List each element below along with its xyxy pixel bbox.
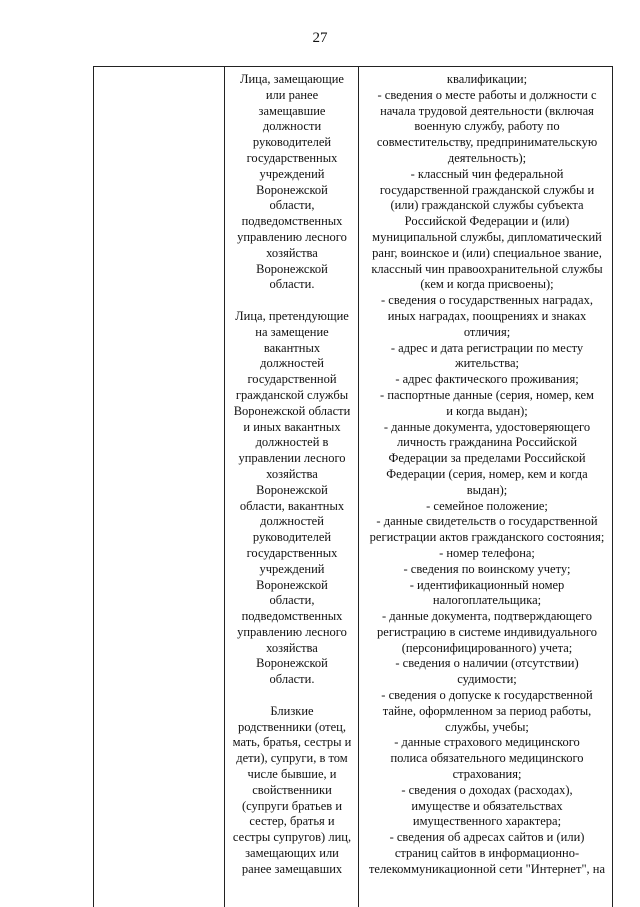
subject-line: должностей в [255, 435, 329, 450]
page-number: 27 [312, 30, 328, 46]
data-line: страниц сайтов в информационно- [394, 846, 580, 861]
data-line: страхования; [452, 767, 522, 782]
data-line: - данные свидетельств о государственной [376, 514, 598, 529]
subject-line: замещающих или [245, 846, 339, 861]
subject-line: государственных [246, 545, 338, 560]
subject-line: учреждений [259, 166, 325, 181]
subject-line: должностей [260, 356, 324, 371]
subject-line: или ранее [265, 87, 319, 102]
subject-line: вакантных [263, 340, 321, 355]
data-line: - адрес фактического проживания; [395, 372, 579, 387]
data-line: регистрацию в системе индивидуального [377, 624, 597, 639]
data-line: - номер телефона; [439, 545, 535, 560]
subject-line: на замещение [255, 324, 329, 339]
subject-line: подведомственных [241, 609, 343, 624]
subject-line: области. [269, 277, 315, 292]
data-line: начала трудовой деятельности (включая [380, 103, 594, 118]
subject-line: хозяйства [266, 466, 318, 481]
data-line: - идентификационный номер [409, 577, 565, 592]
subject-line: числе бывшие, и [247, 767, 337, 782]
subject-line: Воронежской [256, 182, 328, 197]
data-line: иных наградах, поощрениях и знаках [387, 308, 587, 323]
data-line: - паспортные данные (серия, номер, кем [380, 387, 594, 402]
subject-line: Воронежской [256, 261, 328, 276]
data-line: - сведения об адресах сайтов и (или) [389, 830, 585, 845]
data-line: судимости; [457, 672, 517, 687]
subject-line: управлении лесного [238, 451, 346, 466]
data-line: - сведения о допуске к государственной [381, 688, 593, 703]
subject-line [229, 688, 355, 704]
column-divider-2 [358, 67, 359, 907]
data-line: государственной гражданской службы и [379, 182, 595, 197]
data-line: деятельность); [447, 150, 527, 165]
data-line: Федерации за пределами Российской [388, 451, 586, 466]
data-line: выдан); [466, 482, 508, 497]
data-line: - адрес и дата регистрации по месту [390, 340, 584, 355]
subject-line: области, [269, 198, 315, 213]
data-table [93, 66, 613, 907]
subject-line: (супруги братьев и [241, 798, 343, 813]
subjects-column [229, 72, 355, 878]
subject-line: ранее замещавших [241, 861, 343, 876]
subject-line: сестер, братья и [249, 814, 335, 829]
subject-line: подведомственных [241, 214, 343, 229]
subject-line [229, 293, 355, 309]
subject-line: управлению лесного [237, 624, 347, 639]
data-line: совместительству, предпринимательскую [376, 135, 598, 150]
subject-line: руководителей [252, 135, 332, 150]
subject-line: области, вакантных [239, 498, 345, 513]
data-line: - данные документа, удостоверяющего [383, 419, 591, 434]
data-line: отличия; [463, 324, 511, 339]
data-line: Российской Федерации и (или) [404, 214, 570, 229]
subject-line: замещавшие [258, 103, 326, 118]
data-line: полиса обязательного медицинского [390, 751, 584, 766]
data-line: и когда выдан); [446, 403, 528, 418]
subject-line: государственных [246, 150, 338, 165]
data-line: ранг, воинское и (или) специальное звание, [372, 245, 602, 260]
data-line: жительства; [454, 356, 520, 371]
subject-line: хозяйства [266, 640, 318, 655]
data-line: муниципальной службы, дипломатический [372, 229, 602, 244]
subject-line: управлению лесного [237, 229, 347, 244]
data-line: - сведения о доходах (расходах), [401, 782, 573, 797]
data-line: имуществе и обязательствах [411, 798, 563, 813]
subject-line: Воронежской [256, 482, 328, 497]
data-line: квалификации; [446, 72, 528, 86]
subject-line: родственники (отец, [238, 719, 346, 734]
subject-line: должности [262, 119, 322, 134]
data-line: (или) гражданской службы субъекта [390, 198, 584, 213]
data-line: классный чин правоохранительной службы [371, 261, 603, 276]
data-line: телекоммуникационной сети "Интернет", на [368, 861, 606, 876]
subject-line: Воронежской области [233, 403, 351, 418]
subject-line: мать, братья, сестры и [232, 735, 352, 750]
subject-line: и иных вакантных [243, 419, 341, 434]
data-line: - сведения по воинскому учету; [403, 561, 571, 576]
subject-line: области, [269, 593, 315, 608]
subject-line: Лица, замещающие [240, 72, 344, 86]
subject-line: должностей [260, 514, 324, 529]
data-line: имущественного характера; [412, 814, 562, 829]
subject-line: Лица, претендующие [235, 308, 349, 323]
data-line: (персонифицированного) учета; [401, 640, 573, 655]
data-line: службы, учебы; [445, 719, 529, 734]
data-line: Федерации (серия, номер, кем и когда [386, 466, 588, 481]
subject-line: области. [269, 672, 315, 687]
data-line: - данные документа, подтверждающего [382, 609, 592, 624]
data-line: - классный чин федеральной [410, 166, 564, 181]
data-line: - сведения о месте работы и должности с [377, 87, 597, 102]
subject-line: руководителей [252, 530, 332, 545]
data-line: военную службу, работу по [414, 119, 560, 134]
subject-line: дети), супруги, в том [236, 751, 348, 766]
subject-line: гражданской службы [235, 387, 349, 402]
subject-line: государственной [247, 372, 337, 387]
data-line: - данные страхового медицинского [394, 735, 580, 750]
subject-line: Воронежской [256, 656, 328, 671]
column-divider-1 [224, 67, 225, 907]
data-line: (кем и когда присвоены); [420, 277, 554, 292]
subject-line: свойственники [252, 782, 332, 797]
data-line: регистрации актов гражданского состояния; [369, 530, 605, 545]
subject-line: учреждений [259, 561, 325, 576]
subject-line: Близкие [270, 703, 314, 718]
personal-data-column [362, 72, 612, 878]
subject-line: хозяйства [266, 245, 318, 260]
data-line: - сведения о наличии (отсутствии) [395, 656, 579, 671]
data-line: тайне, оформленном за период работы, [382, 703, 592, 718]
data-line: налогоплательщика; [432, 593, 542, 608]
data-line: - семейное положение; [426, 498, 548, 513]
subject-line: Воронежской [256, 577, 328, 592]
data-line: - сведения о государственных наградах, [381, 293, 593, 308]
subject-line: сестры супругов) лиц, [232, 830, 352, 845]
data-line: личность гражданина Российской [396, 435, 578, 450]
